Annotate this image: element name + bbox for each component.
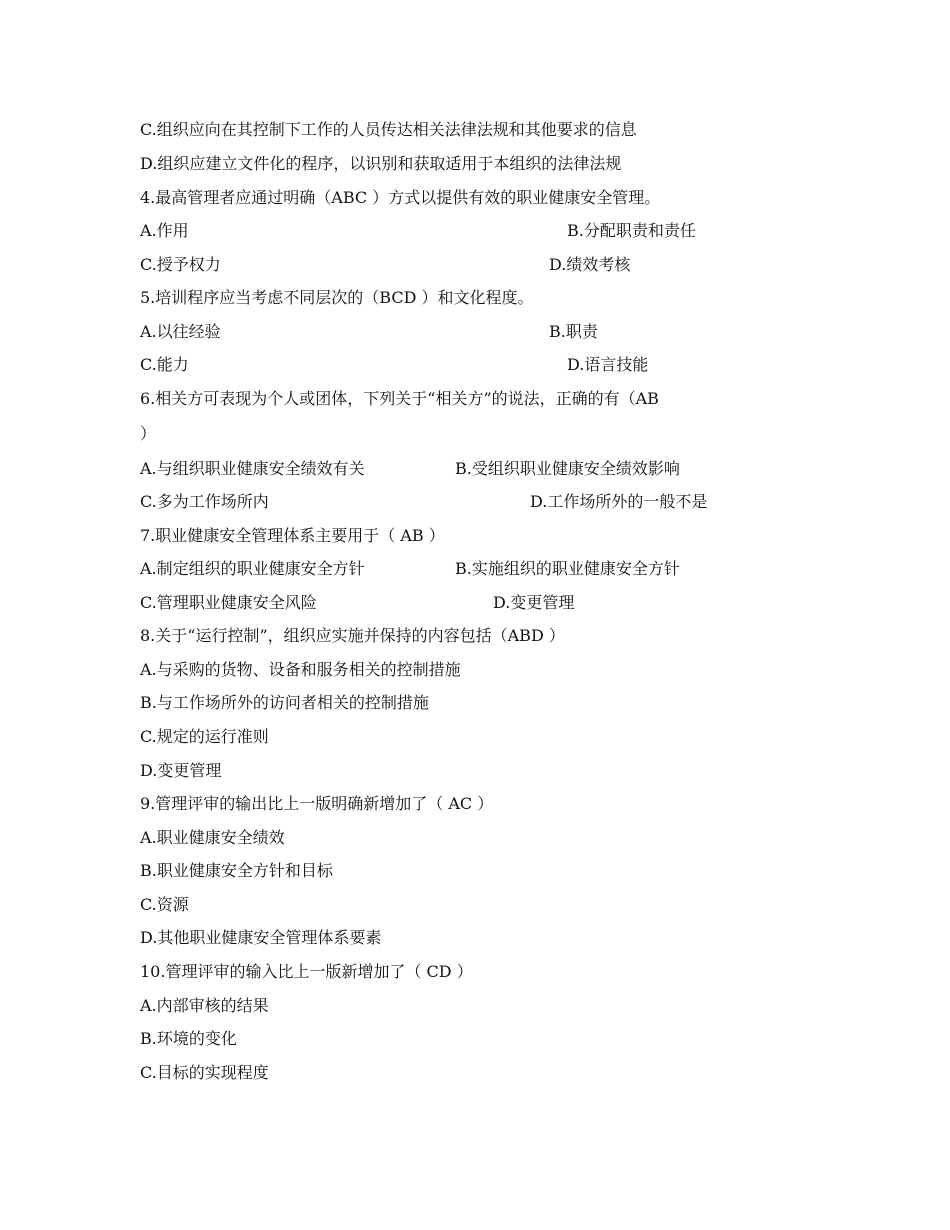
option-line: A.内部审核的结果 bbox=[140, 996, 269, 1015]
option-right: B.分配职责和责任 bbox=[567, 221, 696, 240]
question-5: 5.培训程序应当考虑不同层次的（BCD ）和文化程度。 bbox=[140, 288, 534, 307]
option-right: D.工作场所外的一般不是 bbox=[530, 492, 708, 511]
option-right: B.实施组织的职业健康安全方针 bbox=[455, 559, 680, 578]
question-8: 8.关于“运行控制”，组织应实施并保持的内容包括（ABD ） bbox=[140, 626, 565, 645]
option-line: A.与采购的货物、设备和服务相关的控制措施 bbox=[140, 660, 461, 679]
option-right: B.职责 bbox=[549, 322, 598, 341]
option-line: A.职业健康安全绩效 bbox=[140, 828, 285, 847]
question-7: 7.职业健康安全管理体系主要用于（ AB ） bbox=[140, 526, 445, 545]
question-10: 10.管理评审的输入比上一版新增加了（ CD ） bbox=[140, 962, 473, 981]
option-line: B.职业健康安全方针和目标 bbox=[140, 861, 333, 880]
option-line: C.规定的运行准则 bbox=[140, 727, 269, 746]
option-right: D.变更管理 bbox=[493, 593, 575, 612]
option-right: D.绩效考核 bbox=[549, 255, 631, 274]
option-line: B.与工作场所外的访问者相关的控制措施 bbox=[140, 693, 429, 712]
question-4: 4.最高管理者应通过明确（ABC ）方式以提供有效的职业健康安全管理。 bbox=[140, 188, 661, 207]
option-left: C.管理职业健康安全风险 bbox=[140, 593, 317, 612]
question-9: 9.管理评审的输出比上一版明确新增加了（ AC ） bbox=[140, 794, 494, 813]
option-line: C.资源 bbox=[140, 895, 189, 914]
option-left: A.制定组织的职业健康安全方针 bbox=[140, 559, 365, 578]
option-left: C.能力 bbox=[140, 355, 189, 374]
option-line: D.变更管理 bbox=[140, 761, 222, 780]
option-right: B.受组织职业健康安全绩效影响 bbox=[455, 459, 680, 478]
option-line: D.其他职业健康安全管理体系要素 bbox=[140, 928, 382, 947]
text-line: C.组织应向在其控制下工作的人员传达相关法律法规和其他要求的信息 bbox=[140, 120, 637, 139]
text-line: D.组织应建立文件化的程序，以识别和获取适用于本组织的法律法规 bbox=[140, 154, 622, 173]
option-right: D.语言技能 bbox=[567, 355, 649, 374]
option-line: C.目标的实现程度 bbox=[140, 1063, 269, 1082]
option-left: C.授予权力 bbox=[140, 255, 221, 274]
option-left: A.作用 bbox=[140, 221, 189, 240]
option-left: A.以往经验 bbox=[140, 322, 221, 341]
option-left: A.与组织职业健康安全绩效有关 bbox=[140, 459, 365, 478]
option-left: C.多为工作场所内 bbox=[140, 492, 269, 511]
text-line: ） bbox=[140, 424, 157, 443]
option-line: B.环境的变化 bbox=[140, 1029, 237, 1048]
question-6: 6.相关方可表现为个人或团体，下列关于“相关方”的说法，正确的有（AB bbox=[140, 389, 659, 408]
